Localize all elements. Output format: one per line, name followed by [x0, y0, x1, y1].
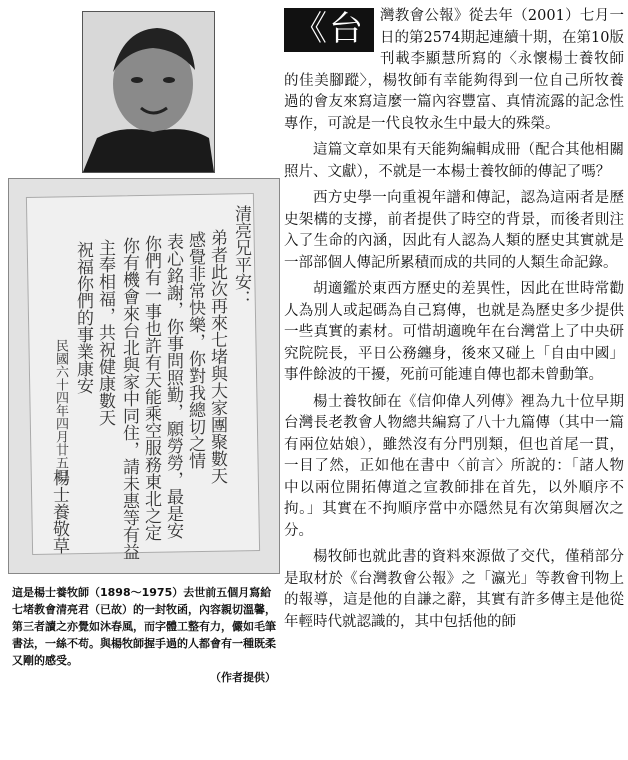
portrait-photo [82, 11, 215, 173]
letter-line: 感覺非常快樂，你對我總切之情 [185, 231, 205, 469]
letter-line: 弟者此次再來七堵與大家團聚數天 [207, 229, 227, 484]
article-paragraph: 西方史學一向重視年譜和傳記，認為這兩者是歷史架構的支撐，前者提供了時空的背景，而後者則注入了生命的內涵，因此有人認為人類的歷史其實就是一部部個人傳記所累積而成的共同的人類生命記錄。 [284, 190, 624, 271]
letter-line: 你們有一事也許有天能乘空服務東北之定 [141, 235, 161, 541]
article-paragraph: 這篇文章如果有天能夠編輯成冊（配合其他相關照片、文獻），不就是一本楊士養牧師的傳記了嗎？ [284, 142, 624, 180]
portrait-figure [83, 12, 214, 172]
letter-line: 表心銘謝，你事問照勤，願勞勞，最是安 [163, 233, 183, 539]
article-paragraph: 楊士養牧師在《信仰偉人列傳》裡為九十位早期台灣長老教會人物總共編寫了八十九篇傳（其中一篇有兩位姑娘），雖然沒有分門別類，但也首尾一貫，一目了然，正如他在書中〈前言〉所說的：「諸人物中以兩位開拓傳道之宣教師排在首先，以外順序不拘。」其實在不拘順序當中亦隱然見有次第與層次之分。 [284, 393, 624, 539]
letter-date: 民國六十四年四月廿五日 [53, 339, 68, 482]
article-paragraph: 胡適鑑於東西方歷史的差異性，因此在世時常勸人為別人或起碼為自己寫傳，也就是為歷史多少提供一些真實的素材。可惜胡適晚年在台灣當上了中央研究院院長，平日公務纏身，後來又碰上「自由中國」事件餘波的干擾，死前可能連自傳也都未曾動筆。 [284, 281, 624, 383]
letter-line: 清亮兄平安： [231, 205, 251, 307]
letter-line: 你有機會來台北與家中同住，請未惠等有益 [119, 237, 139, 560]
article-body [284, 6, 624, 756]
letter-image [8, 178, 280, 574]
letter-signature: 楊士養敬草 [49, 469, 69, 554]
article-paragraph: 楊牧師也就此書的資料來源做了交代，僅稍部分是取材於《台灣教會公報》之「瀛光」等教會刊物上的報導，這是他的自謙之辭，其實有許多傳主是他從年輕時代就認識的，其中包括他的師 [284, 549, 624, 630]
letter-line: 主奉相福，共祝健康數天 [95, 239, 115, 426]
article-paragraph: 灣教會公報》從去年（2001）七月一日的第2574期起連續十期，在第10版刊載李顯慧所寫的〈永懷楊士養牧師的佳美腳蹤〉，楊牧師有幸能夠得到一位自己所牧養過的會友來寫這麼一篇內容豐富、真情流露的記念性專作，可說是一代良牧永生中最大的殊榮。 [284, 8, 624, 132]
letter-line: 祝福你們的事業康安 [73, 241, 93, 394]
caption-credit: （作者提供） [210, 671, 276, 684]
caption-text: 這是楊士養牧師（1898～1975）去世前五個月寫給七堵教會清亮君（已故）的一封牧函，內容親切溫馨，第三者讀之亦覺如沐春風，而字體工整有力，儼如毛筆書法，一絲不苟。與楊牧師握手過的人都會有一種既柔又剛的感受。 [12, 586, 276, 667]
drop-cap: 《台 [284, 8, 374, 52]
photo-caption [12, 584, 276, 686]
